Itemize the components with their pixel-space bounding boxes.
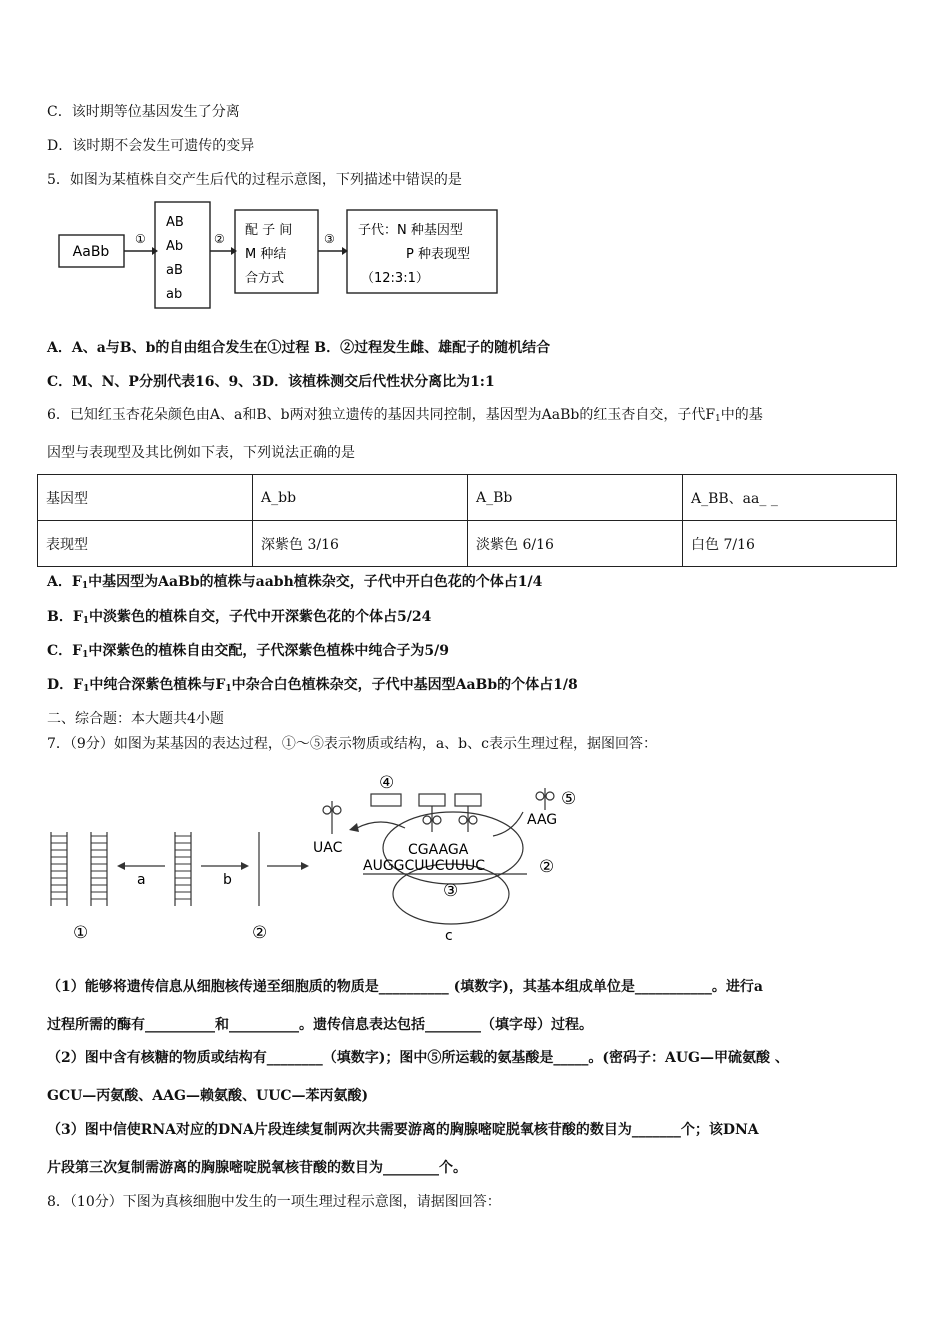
q7-part2-line2: GCU—丙氨酸、AAG—赖氨酸、UUC—苯丙氨酸) bbox=[47, 1088, 369, 1104]
aabb-label: AaBb bbox=[72, 244, 110, 260]
step-3-label: ③ bbox=[324, 232, 335, 246]
table-cell: A_BB、aa_ _ bbox=[683, 475, 897, 521]
q7-part2-line1: （2）图中含有核糖的物质或结构有________（填数字)；图中⑤所运载的氨基酸是_____。(密码子：AUG—甲硫氨酸 、 bbox=[47, 1050, 789, 1066]
anticodon-uac: UAC bbox=[313, 840, 343, 856]
q6-option-d: D．$F_1$中纯合深紫色植株与$F_1$中杂合白色植株杂交，子代中基因型AaBb的个体占1/8 bbox=[47, 677, 578, 694]
q7-part1-line1: （1）能够将遗传信息从细胞核传递至细胞质的物质是__________ (填数字)，其基本组成单位是___________。进行a bbox=[47, 979, 763, 995]
combo-line-2: M 种结 bbox=[245, 247, 287, 262]
offspring-line-3: （12:3:1） bbox=[361, 271, 429, 286]
q6-option-a: A．$F_1$中基因型为AaBb的植株与aabh植株杂交，子代中开白色花的个体占1/4 bbox=[47, 574, 543, 591]
table-cell: 淡紫色 6/16 bbox=[468, 521, 683, 567]
dna-number-1: ① bbox=[73, 923, 89, 943]
gamete-ab-4: ab bbox=[166, 287, 183, 302]
table-cell: 基因型 bbox=[38, 475, 253, 521]
structure-5-label: ⑤ bbox=[561, 789, 577, 809]
table-cell: A_Bb bbox=[468, 475, 683, 521]
q7-part1-line2: 过程所需的酶有__________和__________。遗传信息表达包括________（填字母）过程。 bbox=[47, 1017, 593, 1033]
gamete-ab-2: Ab bbox=[166, 239, 184, 254]
table-row bbox=[38, 475, 897, 521]
step-1-label: ① bbox=[135, 232, 146, 246]
process-b-label: b bbox=[223, 872, 232, 888]
table-row bbox=[38, 521, 897, 567]
q6-option-b: B．$F_1$中淡紫色的植株自交，子代中开深紫色花的个体占5/24 bbox=[47, 609, 432, 626]
figure-5-diagram bbox=[55, 198, 505, 310]
section-2-title: 二、综合题：本大题共4小题 bbox=[47, 711, 224, 727]
q7-part3-line1: （3）图中信使RNA对应的DNA片段连续复制两次共需要游离的胸腺嘧啶脱氧核苷酸的数目为_______个；该DNA bbox=[47, 1122, 759, 1138]
process-a-label: a bbox=[137, 872, 146, 888]
trna-anticodons: CGAAGA bbox=[408, 842, 469, 858]
table-cell: 白色 7/16 bbox=[683, 521, 897, 567]
q7-part3-line2: 片段第三次复制需游离的胸腺嘧啶脱氧核苷酸的数目为________个。 bbox=[47, 1160, 467, 1176]
question-7: 7．（9分）如图为某基因的表达过程，①～⑤表示物质或结构，a、b、c表示生理过程，据图回答： bbox=[47, 736, 657, 752]
offspring-line-2: P 种表现型 bbox=[406, 247, 470, 262]
q5-options-cd: C．M、N、P分别代表16、9、3D．该植株测交后代性状分离比为1:1 bbox=[47, 374, 495, 390]
q6-option-c: C．$F_1$中深紫色的植株自由交配，子代深紫色植株中纯合子为5/9 bbox=[47, 643, 449, 660]
combo-line-3: 合方式 bbox=[245, 271, 285, 286]
combo-line-1: 配 子 间 bbox=[245, 223, 293, 238]
mrna-number-2: ② bbox=[252, 923, 268, 943]
option-c: C．该时期等位基因发生了分离 bbox=[47, 104, 240, 120]
table-cell: 深紫色 3/16 bbox=[253, 521, 468, 567]
question-6-line-2: 因型与表现型及其比例如下表，下列说法正确的是 bbox=[47, 445, 355, 461]
anticodon-aag: AAG bbox=[527, 812, 558, 828]
question-6-line-1: 6．已知红玉杏花朵颜色由A、a和B、b两对独立遗传的基因共同控制，基因型为AaBb的红玉杏自交，子代$F_1$中的基 bbox=[47, 407, 763, 424]
option-d: D．该时期不会发生可遗传的变异 bbox=[47, 138, 255, 154]
gamete-ab-3: aB bbox=[166, 263, 183, 278]
question-5: 5．如图为某植株自交产生后代的过程示意图，下列描述中错误的是 bbox=[47, 172, 462, 188]
figure-7-diagram bbox=[45, 766, 605, 946]
mrna-number-2b: ② bbox=[539, 857, 555, 877]
question-8: 8．（10分）下图为真核细胞中发生的一项生理过程示意图，请据图回答： bbox=[47, 1194, 501, 1210]
gamete-ab: AB bbox=[166, 215, 184, 230]
table-cell: 表现型 bbox=[38, 521, 253, 567]
ribosome-number-3: ③ bbox=[443, 881, 459, 901]
q5-options-ab: A．A、a与B、b的自由组合发生在①过程 B．②过程发生雌、雄配子的随机结合 bbox=[47, 340, 551, 356]
process-c-label: c bbox=[445, 928, 453, 944]
table-cell: A_bb bbox=[253, 475, 468, 521]
offspring-line-1: 子代：N 种基因型 bbox=[358, 223, 463, 238]
genotype-table bbox=[37, 474, 897, 567]
step-2-label: ② bbox=[214, 232, 225, 246]
structure-4-label: ④ bbox=[379, 773, 395, 793]
mrna-sequence: AUGGCUUCUUUC bbox=[363, 858, 486, 874]
